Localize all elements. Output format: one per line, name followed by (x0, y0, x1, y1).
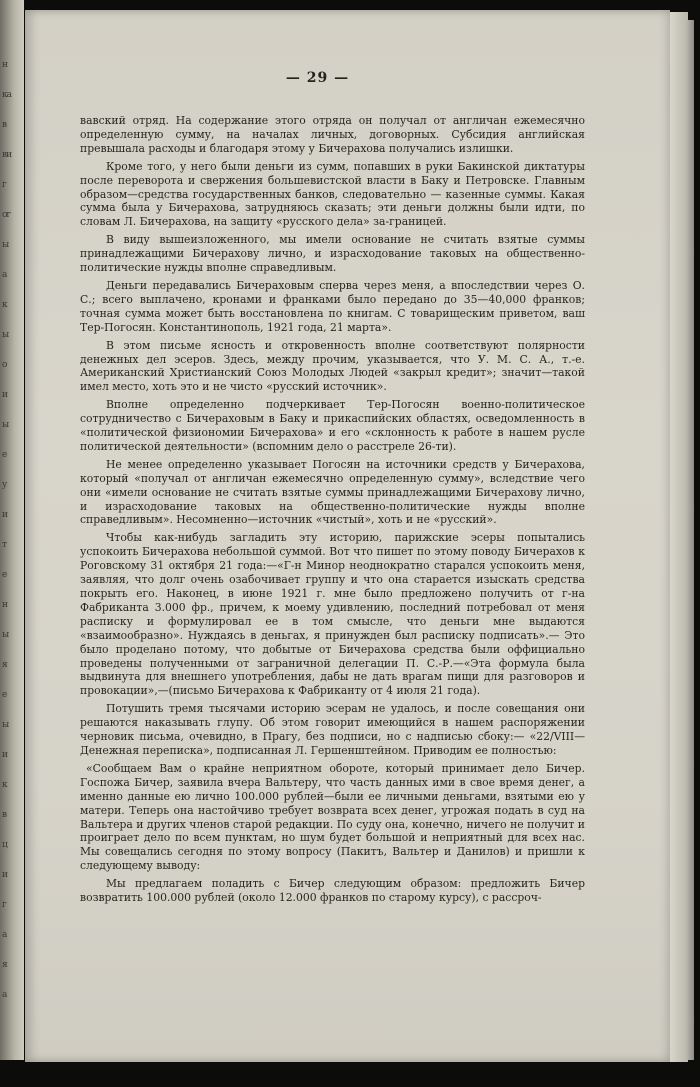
facing-page-text-fragment: ка (2, 90, 11, 100)
paragraph-1: вавский отряд. На содержание этого отряда он получал от англичан ежемесячно определенную сумму, на началах личных, договорных. Субсидия английская превышала расходы и благодаря этому у Бичерахова получались излишки. (80, 114, 585, 155)
page-number: — 29 — (285, 70, 350, 86)
facing-page-text-fragment: т (2, 540, 6, 550)
facing-page-text-fragment: н (2, 600, 7, 610)
facing-page-text-fragment: ви (2, 150, 12, 160)
facing-page-text-fragment: ы (2, 420, 9, 430)
facing-page-text-fragment: и (2, 750, 7, 760)
facing-page-text-fragment: к (2, 300, 7, 310)
facing-page-text-fragment: я (2, 660, 7, 670)
body-text (80, 114, 585, 909)
facing-page-text-fragment: я (2, 960, 7, 970)
facing-page-text-fragment: ц (2, 840, 7, 850)
facing-page-text-fragment: ы (2, 240, 9, 250)
paragraph-2: Кроме того, у него были деньги из сумм, попавших в руки Бакинской диктатуры после переворота и свержения большевистской власти в Баку и Петровске. Главным образом—средства государственных банков, следовательно — казенные суммы. Какая сумма была у Бичерахова, затрудняюсь сказать; эти деньги должны были идти, по словам Л. Бичерахова, на защиту «русского дела» за-границей. (80, 159, 585, 229)
facing-page-text-fragment: ог (2, 210, 11, 220)
paragraph-4: Деньги передавались Бичераховым сперва через меня, а впоследствии через О. С.; всего выплачено, кронами и франками было передано до 35—40,000 франков; точная сумма может быть восстановлена по книгам. С товарищеским приветом, ваш Тер-Погосян. Константинополь, 1921 года, 21 марта». (80, 278, 585, 334)
facing-page-text-fragment: е (2, 450, 7, 460)
facing-page-text-fragment: г (2, 180, 6, 190)
facing-page-text-fragment: ы (2, 720, 9, 730)
page-stack-shadow (686, 20, 694, 1060)
paragraph-3: В виду вышеизложенного, мы имели основание не считать взятые суммы принадлежащими Бичерахову лично, и израсходование таковых на общественно-политические нужды вполне справедливым. (80, 233, 585, 275)
facing-page-text-fragment: и (2, 510, 7, 520)
facing-page-text-fragment: ы (2, 630, 9, 640)
facing-page-text-fragment: к (2, 780, 7, 790)
facing-page-text-fragment: о (2, 360, 7, 370)
book-page (25, 10, 670, 1062)
facing-page-text-fragment: в (2, 120, 7, 130)
facing-page-text-fragment: е (2, 690, 7, 700)
facing-page-text-fragment: и (2, 390, 7, 400)
facing-page-text-fragment: а (2, 270, 7, 280)
paragraph-10: «Сообщаем Вам о крайне неприятном обороте, который принимает дело Бичер. Госпожа Бичер, заявила вчера Вальтеру, что часть данных ими в свое время денег, а именно данные ею лично 100.000 рублей—были ее личными деньгами, взятыми ею у матери. Теперь она настойчиво требует возврата всех денег, угрожая подать в суд на Вальтера и других членов старой редакции. По суду она, конечно, ничего не получит и проиграет дело по всем пунктам, но шум будет большой и неприятный для всех нас. Мы совещались сегодня по этому вопросу (Пакитъ, Вальтер и Данилов) и пришли к следующему выводу: (80, 761, 585, 873)
facing-page-text-fragment: у (2, 480, 7, 490)
paragraph-7: Не менее определенно указывает Погосян на источники средств у Бичерахова, который «получал от англичан ежемесячно определенную сумму», вследствие чего они «имели основание не считать взятые суммы принадлежащими Бичерахову лично, и израсходование таковых на общественно-политические нужды вполне справедливым». Несомненно—источник «чистый», хоть и не «русский». (80, 457, 585, 527)
facing-page-text-fragment: а (2, 930, 7, 940)
paragraph-6: Вполне определенно подчеркивает Тер-Погосян военно-политическое сотрудничество с Бичераховым в Баку и прикаспийских областях, осведомленность в «политической физиономии Бичерахова» и его «склонность к работе в нашем русле политической деятельности» (вспомним дело о расстреле 26-ти). (80, 398, 585, 453)
paragraph-5: В этом письме ясность и откровенность вполне соответствуют полярности денежных дел эсеров. Здесь, между прочим, указывается, что У. М. С. А., т.-е. Американский Христианский Союз Молодых Людей «закрыл кредит»; значит—такой имел место, хоть это и не чисто «русский источник». (80, 338, 585, 394)
paragraph-8: Чтобы как-нибудь загладить эту историю, парижские эсеры попытались успокоить Бичерахова небольшой суммой. Вот что пишет по этому поводу Бичерахов к Роговскому 31 октября 21 года:—«Г-н Минор неоднократно старался успокоить меня, заявляя, что долг очень озабочивает группу и что она старается изыскать средства покрыть его. Наконец, в июне 1921 г. мне было предложено получить от г-на Фабриканта 3.000 фр., причем, к моему удивлению, последний потребовал от меня расписку и формулировал ее в том смысле, что деньги мне выдаются «взаимообразно». Нуждаясь в деньгах, я принужден был расписку подписать».— Это было проделано потому, что добытые от Бичерахова средства были оффициально проведены полученными от заграничной делегации П. С.-Р.—«Эта формула была выдвинута для внешнего употребления, дабы не дать врагам пищи для разговоров и провокации»,—(письмо Бичерахова к Фабриканту от 4 июля 21 года). (80, 531, 585, 698)
facing-page-text-fragment: ы (2, 330, 9, 340)
facing-page-text-fragment: н (2, 60, 7, 70)
facing-page-text-fragment: и (2, 870, 7, 880)
paragraph-11: Мы предлагаем поладить с Бичер следующим образом: предложить Бичер возвратить 100.000 рублей (около 12.000 франков по старому курсу), с рассроч- (80, 877, 585, 905)
facing-page-text-fragment: г (2, 900, 6, 910)
adjacent-page-edge (0, 0, 24, 1060)
facing-page-text-fragment: в (2, 810, 7, 820)
facing-page-text-fragment: е (2, 570, 7, 580)
facing-page-text-fragment: а (2, 990, 7, 1000)
paragraph-9: Потушить тремя тысячами историю эсерам не удалось, и после совещания они решаются наказывать глупу. Об этом говорит имеющийся в нашем распоряжении черновик письма, очевидно, в Прагу, без подписи, но с надписью сбоку:— «22/VIII—Денежная переписка», подписанная Л. Гершенштейном. Приводим ее полностью: (80, 702, 585, 757)
